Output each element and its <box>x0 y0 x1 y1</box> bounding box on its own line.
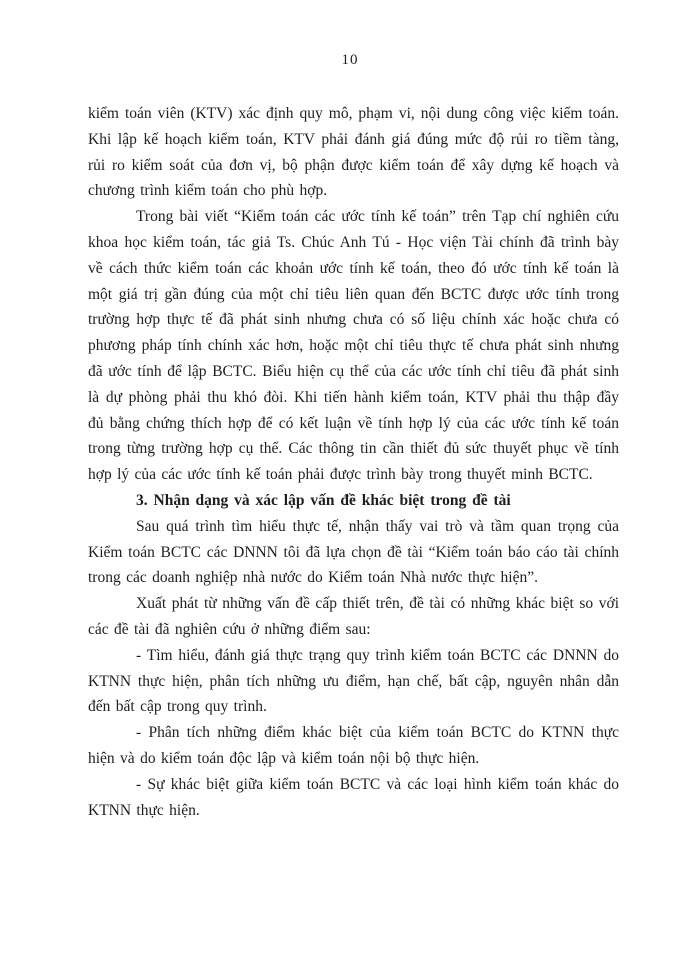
paragraph-audit-planning-continued: kiểm toán viên (KTV) xác định quy mô, phạm vi, nội dung công việc kiểm toán. Khi lập kế hoạch kiểm toán, KTV phải đánh giá đúng mức độ rủi ro tiềm tàng, rủi ro kiểm soát của đơn vị, bộ phận được kiểm toán để xây dựng kế hoạch và chương trình kiểm toán cho phù hợp. <box>88 105 619 200</box>
section-heading-3: 3. Nhận dạng và xác lập vấn đề khác biệt trong đề tài <box>136 491 511 509</box>
page-number: 10 <box>341 52 359 68</box>
bullet-point-tim-hieu: - Tìm hiểu, đánh giá thực trạng quy trình kiểm toán BCTC các DNNN do KTNN thực hiện, phân tích những ưu điểm, hạn chế, bất cập, nguyên nhân dẫn đến bất cập trong quy trình. <box>88 646 619 716</box>
bullet-point-su-khac-biet: - Sự khác biệt giữa kiểm toán BCTC và các loại hình kiểm toán khác do KTNN thực hiện. <box>88 775 619 819</box>
paragraph-accounting-estimates-article: Trong bài viết “Kiểm toán các ước tính kế toán” trên Tạp chí nghiên cứu khoa học kiểm toán, tác giả Ts. Chúc Anh Tú - Học viện Tài chính đã trình bày về cách thức kiểm toán các khoản ước tính kế toán, theo đó ước tính kế toán là một giá trị gần đúng của một chỉ tiêu liên quan đến BCTC được ước tính trong trường hợp thực tế đã phát sinh nhưng chưa có số liệu chính xác hoặc chưa có phương pháp tính chính xác hơn, hoặc một chỉ tiêu thực tế chưa phát sinh nhưng đã ước tính để lập BCTC. Biểu hiện cụ thể của các ước tính chỉ tiêu đã phát sinh là dự phòng phải thu khó đòi. Khi tiến hành kiểm toán, KTV phải thu thập đầy đủ bằng chứng thích hợp để có kết luận về tính hợp lý của các ước tính kế toán trong từng trường hợp cụ thể. Các thông tin cần thiết đủ sức thuyết phục về tính hợp lý của các ước tính kế toán phải được trình bày trong thuyết minh BCTC. <box>88 208 619 484</box>
paragraph-topic-selection: Sau quá trình tìm hiểu thực tế, nhận thấy vai trò và tầm quan trọng của Kiểm toán BCTC các DNNN tôi đã lựa chọn đề tài “Kiểm toán báo cáo tài chính trong các doanh nghiệp nhà nước do Kiểm toán Nhà nước thực hiện”. <box>88 517 619 587</box>
document-body <box>88 101 619 823</box>
bullet-point-phan-tich: - Phân tích những điểm khác biệt của kiểm toán BCTC do KTNN thực hiện và do kiểm toán độc lập và kiểm toán nội bộ thực hiện. <box>88 724 619 767</box>
paragraph-differences-intro: Xuất phát từ những vấn đề cấp thiết trên, đề tài có những khác biệt so với các đề tài đã nghiên cứu ở những điểm sau: <box>88 595 619 638</box>
